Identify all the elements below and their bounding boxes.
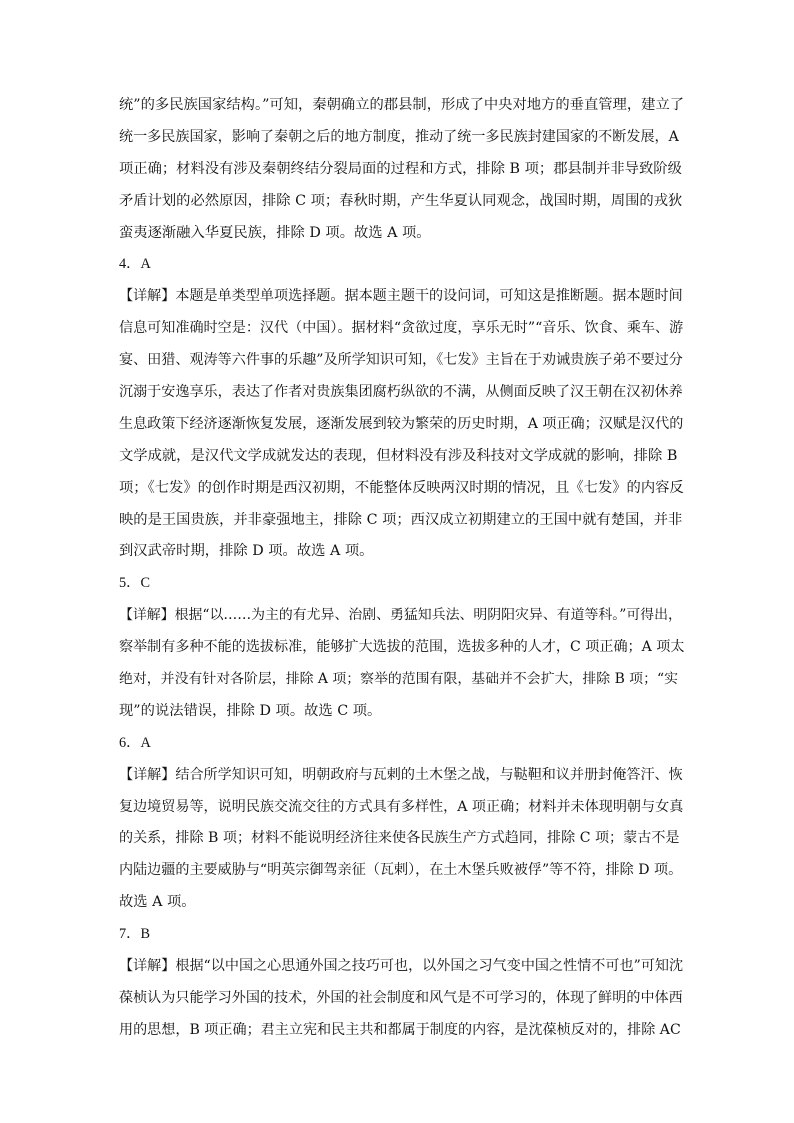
question-number: 7．B — [119, 926, 150, 943]
question-number: 5．C — [119, 575, 150, 592]
text-line: 【详解】根据“以……为主的有尤异、治剧、勇猛知兵法、明阴阳灾异、有道等科。”可得出， — [119, 607, 682, 624]
text-line: 项；《七发》的创作时期是西汉初期，不能整体反映两汉时期的情况，且《七发》的内容反 — [119, 479, 684, 496]
text-line: 文学成就，是汉代文学成就发达的表现，但材料没有涉及科技对文学成就的影响，排除 B — [119, 447, 678, 464]
text-line: 现”的说法错误，排除 D 项。故选 C 项。 — [119, 702, 382, 719]
text-line: 葆桢认为只能学习外国的技术，外国的社会制度和风气是不可学习的，体现了鲜明的中体西 — [119, 989, 683, 1006]
text-line: 映的是王国贵族，并非豪强地主，排除 C 项；西汉成立初期建立的王国中就有楚国，并非 — [119, 511, 683, 528]
text-line: 用的思想，B 项正确；君主立宪和民主共和都属于制度的内容，是沈葆桢反对的，排除 AC — [119, 1021, 681, 1038]
question-number: 6．A — [119, 734, 151, 751]
text-line: 统一多民族国家，影响了秦朝之后的地方制度，推动了统一多民族封建国家的不断发展，A — [119, 128, 679, 145]
text-line: 矛盾计划的必然原因，排除 C 项；春秋时期，产生华夏认同观念，战国时期，周围的戎狄 — [119, 192, 683, 209]
text-line: 的关系，排除 B 项；材料不能说明经济往来使各民族生产方式趋同，排除 C 项；蒙古不是 — [119, 830, 680, 847]
text-line: 蛮夷逐渐融入华夏民族，排除 D 项。故选 A 项。 — [119, 224, 431, 241]
text-line: 信息可知准确时空是：汉代（中国）。据材料“贪欲过度，享乐无时”“音乐、饮食、乘车、游 — [119, 320, 684, 337]
text-line: 生息政策下经济逐渐恢复发展，逐渐发展到较为繁荣的历史时期，A 项正确；汉赋是汉代的 — [119, 415, 684, 432]
text-line: 【详解】根据“以中国之心思通外国之技巧可也，以外国之习气变中国之性情不可也”可知沈 — [119, 958, 684, 975]
text-line: 察举制有多种不能的选拔标准，能够扩大选拔的范围，选拔多种的人才，C 项正确；A 项太 — [119, 639, 685, 656]
text-line: 内陆边疆的主要威胁与“明英宗御驾亲征（瓦剌），在土木堡兵败被俘”等不符，排除 D 项。 — [119, 862, 683, 879]
text-line: 沉溺于安逸享乐，表达了作者对贵族集团腐朽纵欲的不满，从侧面反映了汉王朝在汉初休养 — [119, 384, 683, 401]
text-line: 到汉武帝时期，排除 D 项。故选 A 项。 — [119, 543, 374, 560]
text-line: 项正确；材料没有涉及秦朝终结分裂局面的过程和方式，排除 B 项；郡县制并非导致阶级 — [119, 160, 682, 177]
text-line: 统”的多民族国家结构。”可知，秦朝确立的郡县制，形成了中央对地方的垂直管理，建立了 — [119, 97, 685, 113]
text-line: 故选 A 项。 — [119, 894, 196, 911]
text-line: 绝对，并没有针对各阶层，排除 A 项；察举的范围有限，基础并不会扩大，排除 B 项；“实 — [119, 671, 678, 688]
text-line: 宴、田猎、观涛等六件事的乐趣”及所学知识可知，《七发》主旨在于劝诫贵族子弟不要过分 — [119, 352, 683, 369]
question-number: 4．A — [119, 256, 151, 273]
text-line: 【详解】结合所学知识可知，明朝政府与瓦剌的土木堡之战，与鞑靼和议并册封俺答汗、恢 — [119, 766, 683, 783]
text-line: 复边境贸易等，说明民族交流交往的方式具有多样性，A 项正确；材料并未体现明朝与女真 — [119, 798, 684, 815]
text-line: 【详解】本题是单类型单项选择题。据本题主题干的设问词，可知这是推断题。据本题时间 — [119, 288, 683, 305]
answer-explanation-text — [119, 90, 685, 1047]
